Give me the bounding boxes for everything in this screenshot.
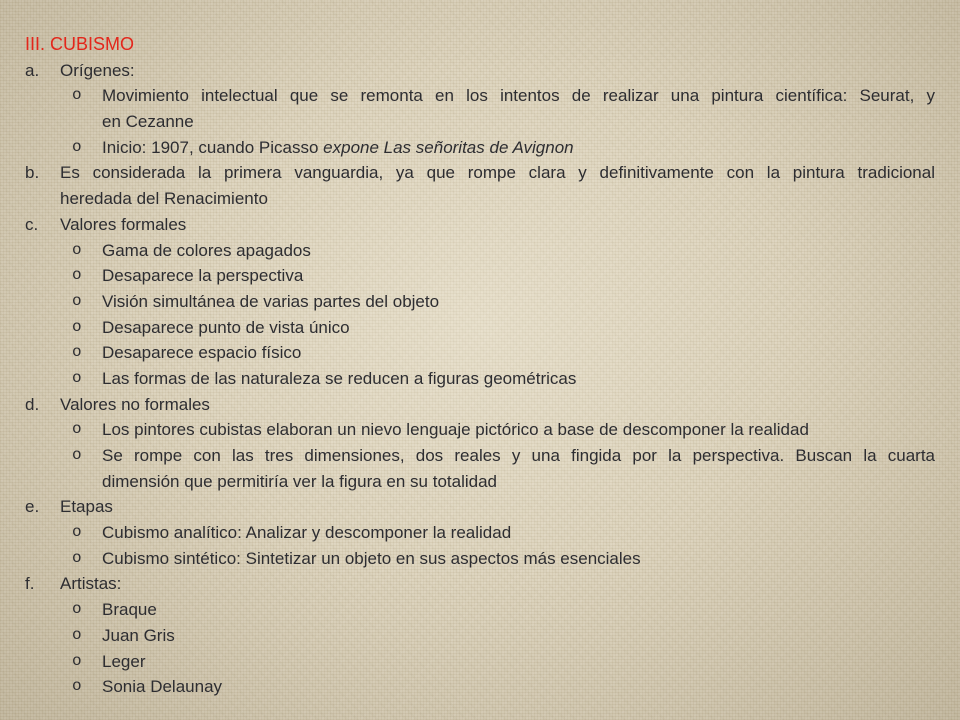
section-body bbox=[60, 212, 935, 392]
list-item-text: Desaparece la perspectiva bbox=[102, 266, 304, 286]
list-item-text: dimensión que permitiría ver la figura en su totalidad bbox=[102, 471, 497, 491]
bullet-icon: o bbox=[72, 651, 82, 670]
section-body bbox=[60, 571, 935, 699]
section-body bbox=[60, 58, 935, 161]
section-heading: Valores formales bbox=[60, 214, 187, 234]
list-item bbox=[60, 443, 935, 494]
list-item bbox=[60, 546, 935, 572]
section-body bbox=[60, 160, 935, 211]
list-item bbox=[60, 417, 935, 443]
bullet-icon: o bbox=[72, 446, 82, 464]
section-heading: heredada del Renacimiento bbox=[60, 189, 268, 209]
section-valores-no-formales bbox=[0, 392, 960, 495]
list-item-text: Cubismo sintético: Sintetizar un objeto en sus aspectos más esenciales bbox=[102, 548, 641, 568]
bullet-icon: o bbox=[72, 523, 82, 542]
list-item bbox=[60, 315, 935, 341]
list-item-text: Leger bbox=[102, 651, 146, 671]
section-body bbox=[60, 494, 935, 571]
list-item-text: Las formas de las naturaleza se reducen a figuras geométricas bbox=[102, 368, 577, 388]
list-item-text: Desaparece espacio físico bbox=[102, 343, 302, 363]
list-item bbox=[60, 135, 935, 161]
section-etapas bbox=[0, 494, 960, 571]
list-item bbox=[60, 289, 935, 315]
list-item bbox=[60, 83, 935, 134]
list-item bbox=[60, 674, 935, 700]
list-item bbox=[60, 597, 935, 623]
list-item-text: Se rompe con las tres dimensiones, dos reales y una fingida por la perspectiva. Buscan la cuarta bbox=[102, 446, 935, 465]
section-vanguardia bbox=[0, 160, 960, 211]
slide-content bbox=[0, 32, 960, 700]
list-item-text: Desaparece punto de vista único bbox=[102, 317, 350, 337]
section-heading: Etapas bbox=[60, 497, 113, 517]
list-item-text: Visión simultánea de varias partes del objeto bbox=[102, 291, 440, 311]
list-item-text: Movimiento intelectual que se remonta en los intentos de realizar una pintura científica: Seurat, y bbox=[102, 86, 935, 106]
list-item bbox=[60, 520, 935, 546]
list-item-text: en Cezanne bbox=[102, 112, 194, 132]
bullet-icon: o bbox=[72, 677, 82, 696]
list-item-text: Sonia Delaunay bbox=[102, 677, 223, 697]
section-marker: e. bbox=[25, 497, 40, 517]
bullet-icon: o bbox=[72, 137, 82, 156]
section-artistas bbox=[0, 571, 960, 699]
bullet-icon: o bbox=[72, 625, 82, 644]
section-marker: b. bbox=[25, 163, 40, 183]
section-heading: Es considerada la primera vanguardia, ya que rompe clara y definitivamente con la pintura tradicional bbox=[60, 163, 935, 183]
section-body bbox=[60, 392, 935, 495]
list-item bbox=[60, 623, 935, 649]
bullet-icon: o bbox=[72, 368, 82, 387]
bullet-icon: o bbox=[72, 240, 82, 259]
section-marker: f. bbox=[25, 574, 35, 594]
bullet-icon: o bbox=[72, 420, 82, 439]
list-item bbox=[60, 340, 935, 366]
section-heading: Valores no formales bbox=[60, 394, 210, 414]
list-item-text: Los pintores cubistas elaboran un nievo lenguaje pictórico a base de descomponer la realidad bbox=[102, 420, 809, 440]
bullet-icon: o bbox=[72, 317, 82, 336]
list-item bbox=[60, 263, 935, 289]
section-heading: Orígenes: bbox=[60, 60, 135, 80]
section-marker: a. bbox=[25, 60, 40, 80]
list-item-text: Juan Gris bbox=[102, 625, 175, 645]
list-item bbox=[60, 366, 935, 392]
bullet-icon: o bbox=[72, 86, 82, 105]
list-item-text-plain: Inicio: 1907, cuando Picasso bbox=[102, 137, 319, 157]
list-item bbox=[60, 238, 935, 264]
section-heading: Artistas: bbox=[60, 574, 122, 594]
bullet-icon: o bbox=[72, 266, 82, 285]
list-item-text: Gama de colores apagados bbox=[102, 240, 311, 260]
bullet-icon: o bbox=[72, 548, 82, 567]
bullet-icon: o bbox=[72, 291, 82, 310]
slide-title: III. CUBISMO bbox=[25, 34, 135, 54]
list-item-text bbox=[102, 135, 935, 161]
bullet-icon: o bbox=[72, 343, 82, 362]
list-item-text: Cubismo analítico: Analizar y descomponer la realidad bbox=[102, 523, 512, 543]
section-marker: c. bbox=[25, 214, 39, 234]
section-marker: d. bbox=[25, 394, 40, 414]
list-item bbox=[60, 649, 935, 675]
bullet-icon: o bbox=[72, 600, 82, 619]
list-item-text: Braque bbox=[102, 600, 157, 620]
list-item-text-italic: expone Las señoritas de Avignon bbox=[323, 137, 574, 157]
section-origenes bbox=[0, 58, 960, 161]
section-valores-formales bbox=[0, 212, 960, 392]
